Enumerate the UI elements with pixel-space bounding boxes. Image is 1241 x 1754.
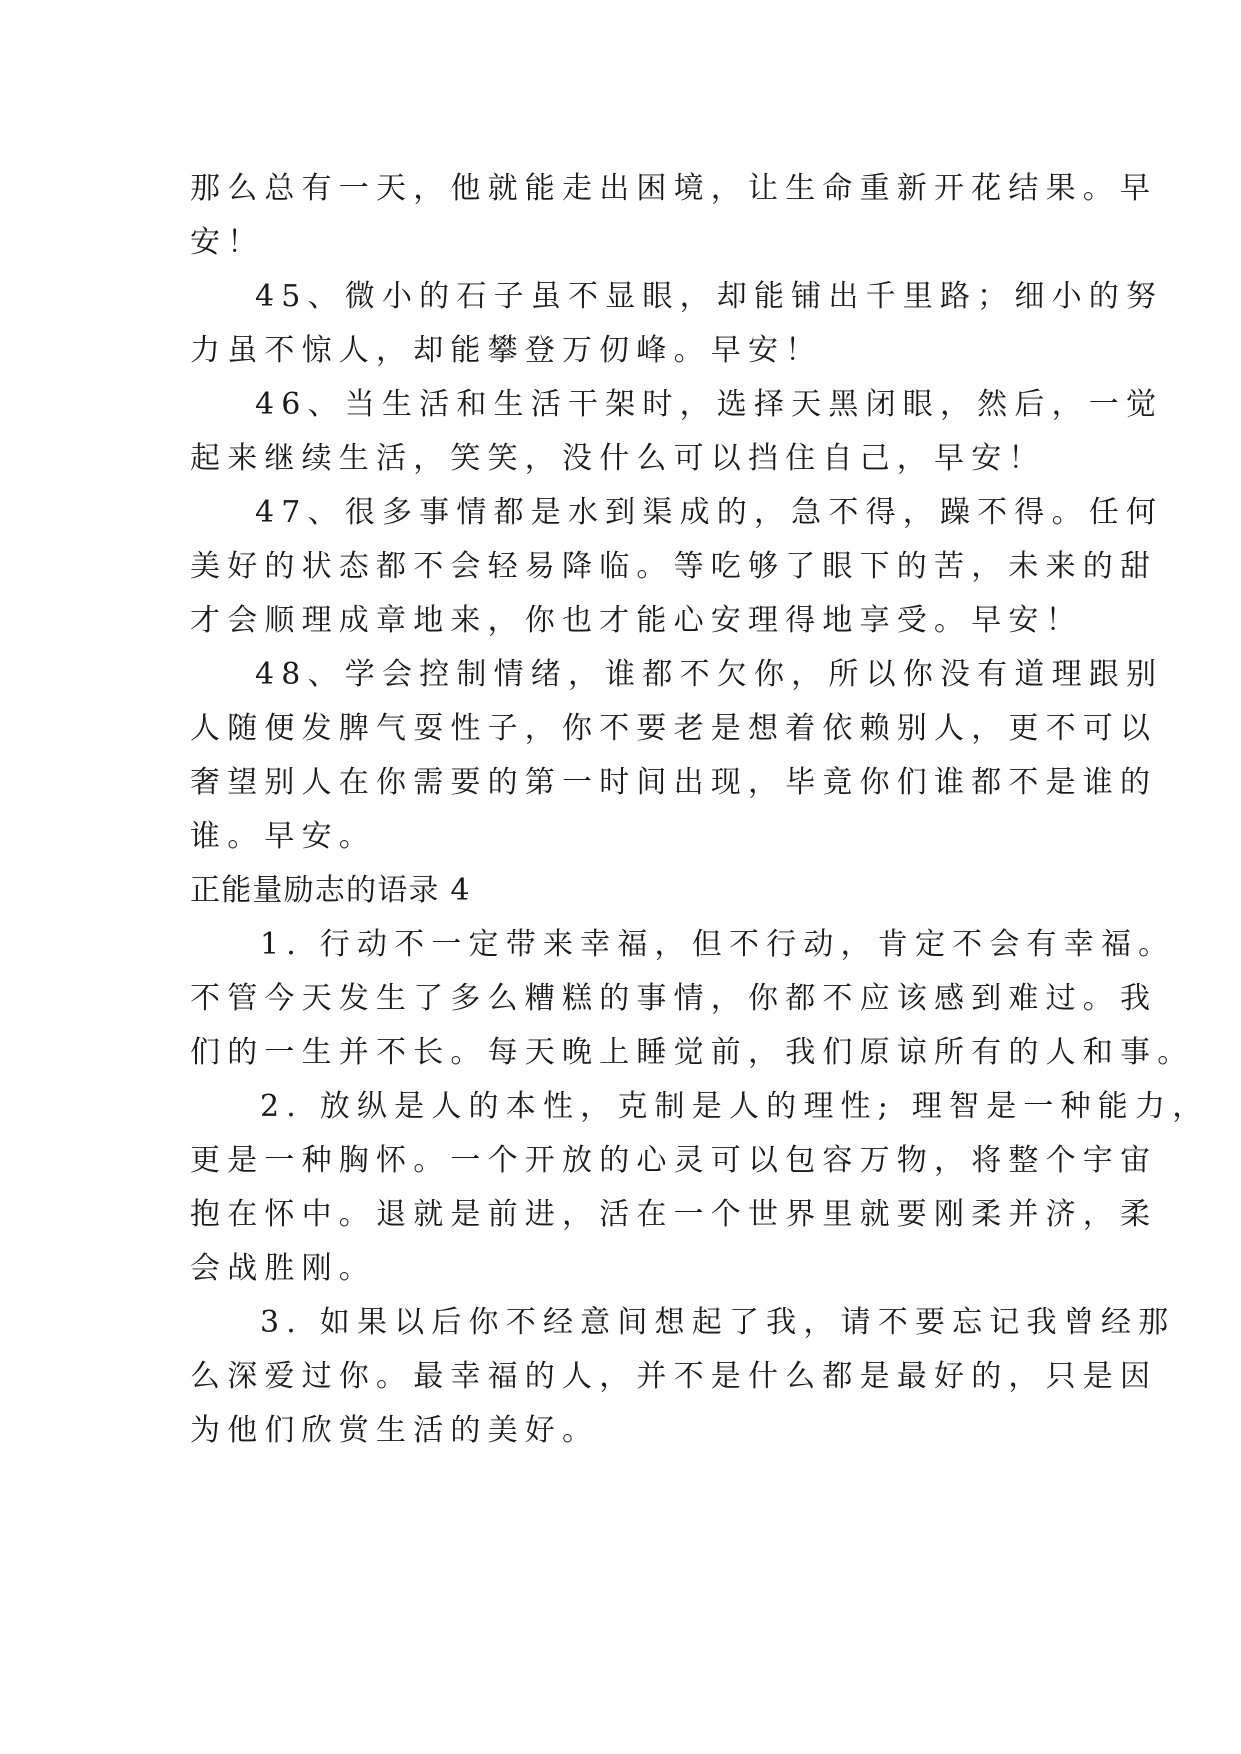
document-body <box>190 162 1210 1458</box>
text-line: 起来继续生活，笑笑，没什么可以挡住自己，早安！ <box>190 441 1046 476</box>
text-line: 么深爱过你。最幸福的人，并不是什么都是最好的，只是因 <box>190 1359 1158 1394</box>
text-line: 那么总有一天，他就能走出困境，让生命重新开花结果。早 <box>190 171 1158 206</box>
text-line: 45、微小的石子虽不显眼，却能铺出千里路；细小的努 <box>255 279 1164 314</box>
quote-1 <box>190 918 1195 1080</box>
quote-46 <box>190 378 1164 486</box>
text-line: 48、学会控制情绪，谁都不欠你，所以你没有道理跟别 <box>255 657 1164 692</box>
text-line: 美好的状态都不会轻易降临。等吃够了眼下的苦，未来的甜 <box>190 549 1158 584</box>
quote-48 <box>190 648 1164 864</box>
quote-2 <box>190 1080 1210 1296</box>
quote-3 <box>190 1296 1176 1458</box>
text-line: 们的一生并不长。每天晚上睡觉前，我们原谅所有的人和事。 <box>190 1035 1195 1070</box>
text-line: 抱在怀中。退就是前进，活在一个世界里就要刚柔并济，柔 <box>190 1197 1158 1232</box>
text-line: 才会顺理成章地来，你也才能心安理得地享受。早安！ <box>190 603 1083 638</box>
text-line: 为他们欣赏生活的美好。 <box>190 1413 600 1448</box>
text-line: 不管今天发生了多么糟糕的事情，你都不应该感到难过。我 <box>190 981 1158 1016</box>
paragraph-continuation <box>190 162 1158 270</box>
section-heading: 正能量励志的语录 4 <box>190 873 471 908</box>
text-line: 人随便发脾气耍性子，你不要老是想着依赖别人，更不可以 <box>190 711 1158 746</box>
text-line: 安！ <box>190 225 265 260</box>
quote-45 <box>190 270 1164 378</box>
text-line: 谁。早安。 <box>190 819 376 854</box>
text-line: 1. 行动不一定带来幸福，但不行动，肯定不会有幸福。 <box>260 927 1176 962</box>
text-line: 46、当生活和生活干架时，选择天黑闭眼，然后，一觉 <box>255 387 1164 422</box>
text-line: 47、很多事情都是水到渠成的，急不得，躁不得。任何 <box>255 495 1164 530</box>
text-line: 2. 放纵是人的本性，克制是人的理性; 理智是一种能力， <box>260 1089 1210 1124</box>
text-line: 3. 如果以后你不经意间想起了我，请不要忘记我曾经那 <box>260 1305 1176 1340</box>
quote-47 <box>190 486 1164 648</box>
text-line: 奢望别人在你需要的第一时间出现，毕竟你们谁都不是谁的 <box>190 765 1158 800</box>
text-line: 会战胜刚。 <box>190 1251 376 1286</box>
text-line: 力虽不惊人，却能攀登万仞峰。早安！ <box>190 333 823 368</box>
text-line: 更是一种胸怀。一个开放的心灵可以包容万物，将整个宇宙 <box>190 1143 1158 1178</box>
